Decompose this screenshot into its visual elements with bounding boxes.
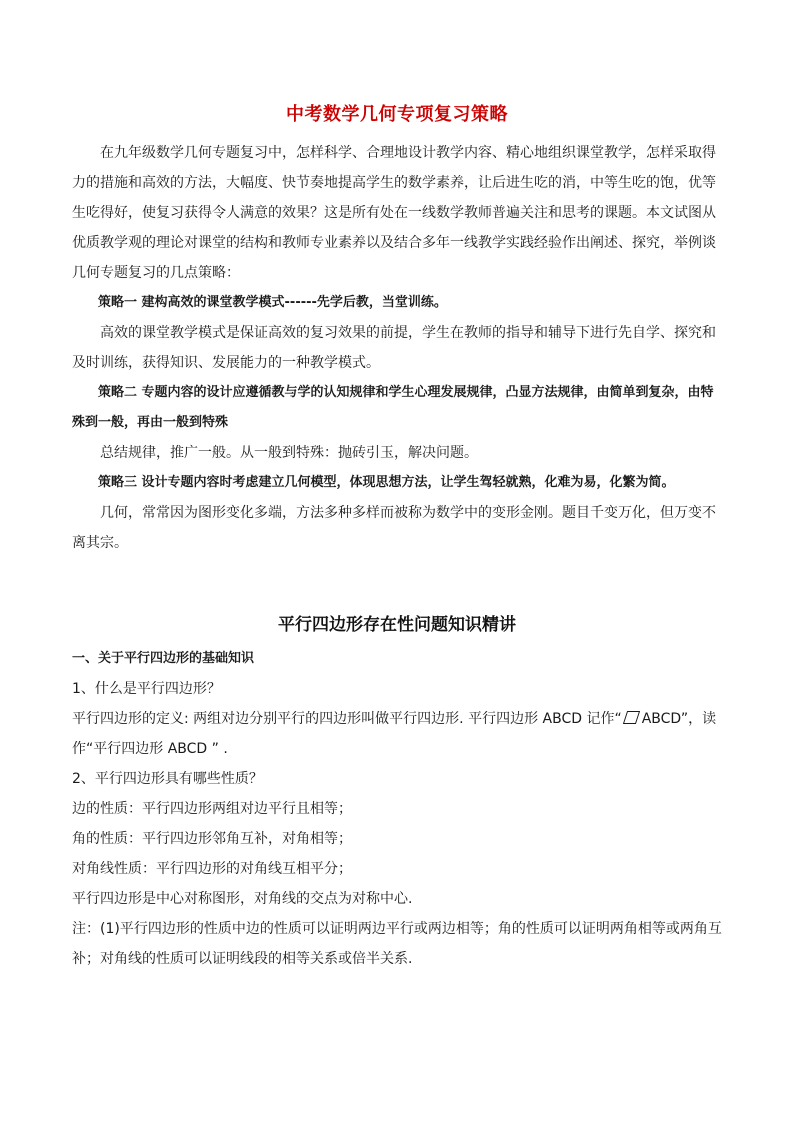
section1-heading: 一、关于平行四边形的基础知识 xyxy=(72,651,255,666)
definition-symbol-label: ABCD xyxy=(641,711,681,727)
strategy1-body: 高效的课堂教学模式是保证高效的复习效果的前提，学生在教师的指导和辅导下进行先自学、探究和及时训练，获得知识、发展能力的一种教学模式。 xyxy=(72,325,716,371)
strategy2-body: 总结规律，推广一般。从一般到特殊：抛砖引玉，解决问题。 xyxy=(100,445,478,461)
property-angle: 角的性质：平行四边形邻角互补，对角相等； xyxy=(72,831,352,847)
definition-text-before: 平行四边形的定义: 两组对边分别平行的四边形叫做平行四边形. 平行四边形 ABCD 记作“ xyxy=(72,711,622,727)
question-2: 2、平行四边形具有哪些性质？ xyxy=(72,771,263,787)
definition-paragraph xyxy=(72,704,722,764)
intro-paragraph: 在九年级数学几何专题复习中，怎样科学、合理地设计教学内容、精心地组织课堂教学，怎样采取得力的措施和高效的方法，大幅度、快节奏地提高学生的数学素养，让后进生吃的消，中等生吃的饱，优等生吃得好，使复习获得令人满意的效果？这是所有处在一线数学教师普遍关注和思考的课题。本文试图从优质教学观的理论对课堂的结构和教师专业素养以及结合多年一线教学实践经验作出阐述、探究，举例谈几何专题复习的几点策略： xyxy=(72,145,716,281)
property-diagonal: 对角线性质：平行四边形的对角线互相平分； xyxy=(72,861,352,877)
strategy1-heading: 策略一 建构高效的课堂教学模式------先学后教，当堂训练。 xyxy=(98,295,447,310)
section-gap xyxy=(72,558,722,610)
strategy3-heading: 策略三 设计专题内容时考虑建立几何模型，体现思想方法，让学生驾轻就熟，化难为易，化繁为简。 xyxy=(98,475,675,490)
section-title: 平行四边形存在性问题知识精讲 xyxy=(278,615,516,635)
property-side: 边的性质：平行四边形两组对边平行且相等； xyxy=(72,801,352,817)
strategy3-body: 几何，常常因为图形变化多端，方法多种多样而被称为数学中的变形金刚。题目千变万化，但万变不离其宗。 xyxy=(72,505,716,551)
definition-text-after: ”，读作“平行四边形 ABCD ” . xyxy=(72,711,717,757)
question-1: 1、什么是平行四边形？ xyxy=(72,681,221,697)
main-title: 中考数学几何专项复习策略 xyxy=(286,104,508,125)
parallelogram-symbol-icon xyxy=(623,711,640,724)
document-content xyxy=(72,100,722,974)
note-paragraph: 注：(1)平行四边形的性质中边的性质可以证明两边平行或两边相等；角的性质可以证明两角相等或两角互补；对角线的性质可以证明线段的相等关系或倍半关系. xyxy=(72,921,722,967)
property-center-symmetry: 平行四边形是中心对称图形，对角线的交点为对称中心. xyxy=(72,891,413,907)
strategy2-heading: 策略二 专题内容的设计应遵循教与学的认知规律和学生心理发展规律，凸显方法规律，由简单到复杂，由特殊到一般，再由一般到特殊 xyxy=(72,385,714,430)
